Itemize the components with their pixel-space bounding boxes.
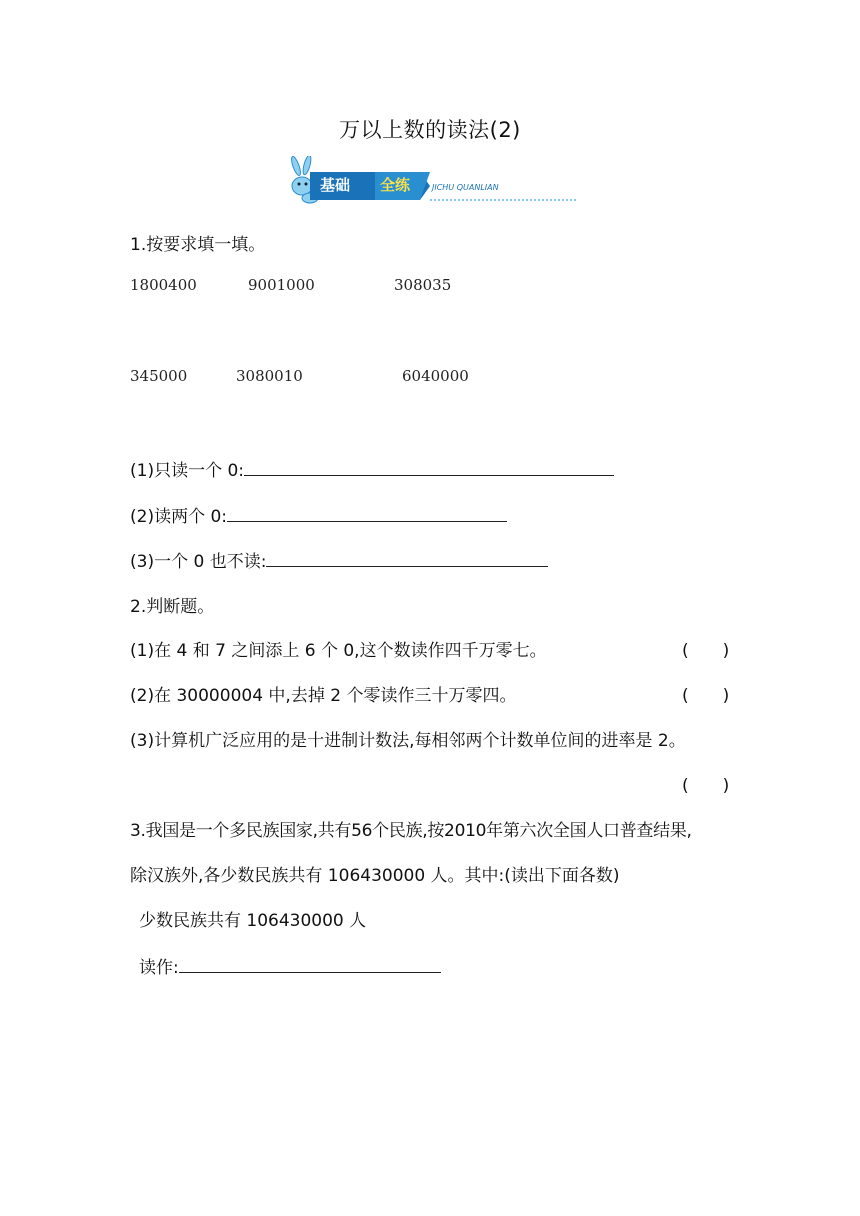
q3-read (139, 953, 441, 978)
section-banner (280, 156, 580, 206)
page-title: 万以上数的读法(2) (339, 118, 521, 142)
q3-item: 少数民族共有 106430000 人 (139, 911, 367, 931)
answer-blank[interactable] (266, 550, 548, 567)
q1-sub3-label: (3)一个 0 也不读: (130, 552, 267, 572)
q1-sub1-label: (1)只读一个 0: (130, 461, 245, 481)
q1-sub2-label: (2)读两个 0: (130, 507, 228, 527)
answer-parentheses[interactable]: ( ) (682, 686, 730, 706)
number-item: 3080010 (236, 367, 303, 385)
answer-blank[interactable] (244, 459, 614, 476)
q3-line2: 除汉族外,各少数民族共有 106430000 人。其中:(读出下面各数) (130, 866, 620, 886)
q2-item: (2)在 30000004 中,去掉 2 个零读作三十万零四。 (130, 686, 517, 706)
q1-heading: 1.按要求填一填。 (130, 235, 266, 255)
q1-sub1 (130, 456, 614, 481)
number-item: 308035 (394, 276, 452, 294)
q3-read-label: 读作: (139, 958, 179, 978)
banner-second-text: 全练 (380, 176, 411, 194)
number-item: 6040000 (402, 367, 469, 385)
q2-item: (1)在 4 和 7 之间添上 6 个 0,这个数读作四千万零七。 (130, 641, 547, 661)
banner-main-text: 基础 (320, 176, 351, 194)
number-item: 345000 (130, 367, 188, 385)
q2-item: (3)计算机广泛应用的是十进制计数法,每相邻两个计数单位间的进率是 2。 (130, 731, 686, 751)
q1-sub3 (130, 547, 548, 572)
answer-parentheses[interactable]: ( ) (682, 776, 730, 796)
answer-blank[interactable] (227, 505, 507, 522)
banner-pinyin: JICHU QUANLIAN (432, 183, 499, 192)
q1-sub2 (130, 502, 507, 527)
q2-heading: 2.判断题。 (130, 597, 215, 617)
answer-parentheses[interactable]: ( ) (682, 641, 730, 661)
answer-blank[interactable] (179, 956, 441, 973)
number-item: 1800400 (130, 276, 197, 294)
number-item: 9001000 (248, 276, 315, 294)
q3-line1: 3.我国是一个多民族国家,共有56个民族,按2010年第六次全国人口普查结果, (130, 821, 692, 841)
